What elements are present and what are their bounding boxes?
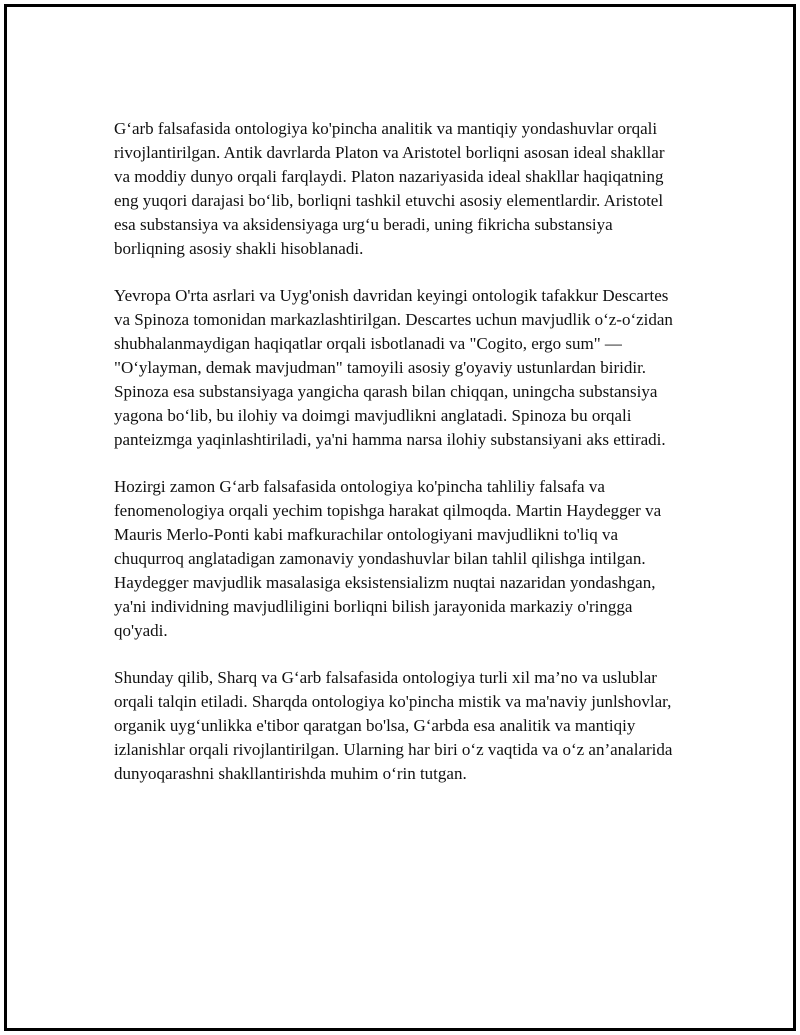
paragraph-2: Yevropa O'rta asrlari va Uyg'onish davridan keyingi ontologik tafakkur Descartes va Spinoza tomonidan markazlashtirilgan. Descartes uchun mavjudlik o‘z-o‘zidan shubhalanmaydigan haqiqatlar orqali isbotlanadi va "Cogito, ergo sum" — "O‘ylayman, demak mavjudman" tamoyili asosiy g'oyaviy ustunlardan biridir. Spinoza esa substansiyaga yangicha qarash bilan chiqqan, uningcha substansiya yagona bo‘lib, bu ilohiy va doimgi mavjudlikni anglatadi. Spinoza bu orqali panteizmga yaqinlashtiriladi, ya'ni hamma narsa ilohiy substansiyani aks ettiradi. bbox=[114, 286, 673, 449]
paragraph-3: Hozirgi zamon G‘arb falsafasida ontologiya ko'pincha tahliliy falsafa va fenomenologiya orqali yechim topishga harakat qilmoqda. Martin Haydegger va Mauris Merlo-Ponti kabi mafkurachilar ontologiyani mavjudlikni to'liq va chuqurroq anglatadigan zamonaviy yondashuvlar bilan tahlil qilishga intilgan. Haydegger mavjudlik masalasiga eksistensializm nuqtai nazaridan yondashgan, ya'ni individning mavjudliligini borliqni bilish jarayonida markaziy o'ringga qo'yadi. bbox=[114, 477, 662, 640]
paragraph-1: G‘arb falsafasida ontologiya ko'pincha analitik va mantiqiy yondashuvlar orqali rivojlantirilgan. Antik davrlarda Platon va Aristotel borliqni asosan ideal shakllar va moddiy dunyo orqali farqlaydi. Platon nazariyasida ideal shakllar haqiqatning eng yuqori darajasi bo‘lib, borliqni tashkil etuvchi asosiy elementlardir. Aristotel esa substansiya va aksidensiyaga urg‘u beradi, uning fikricha substansiya borliqning asosiy shakli hisoblanadi. bbox=[114, 119, 665, 258]
document-body bbox=[114, 117, 674, 809]
paragraph-4: Shunday qilib, Sharq va G‘arb falsafasida ontologiya turli xil ma’no va uslublar orqali talqin etiladi. Sharqda ontologiya ko'pincha mistik va ma'naviy junlshovlar, organik uyg‘unlikka e'tibor qaratgan bo'lsa, G‘arbda esa analitik va mantiqiy izlanishlar orqali rivojlantirilgan. Ularning har biri o‘z vaqtida va o‘z an’analarida dunyoqarashni shakllantirishda muhim o‘rin tutgan. bbox=[114, 668, 673, 783]
